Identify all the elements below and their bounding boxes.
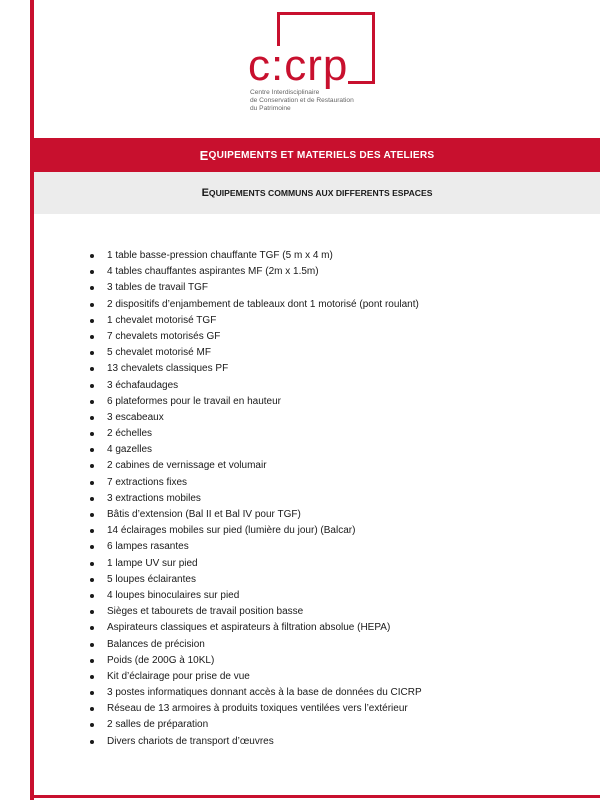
- logo-frame-bottom: [348, 81, 375, 84]
- page-title-rest: QUIPEMENTS ET MATERIELS DES ATELIERS: [208, 149, 435, 161]
- page-title: [34, 138, 600, 172]
- list-item: 2 cabines de vernissage et volumair: [88, 458, 568, 474]
- list-item: 4 gazelles: [88, 442, 568, 458]
- list-item: 3 extractions mobiles: [88, 491, 568, 507]
- list-item: 1 chevalet motorisé TGF: [88, 313, 568, 329]
- section-heading-initial: E: [201, 187, 209, 199]
- list-item: 1 lampe UV sur pied: [88, 556, 568, 572]
- equipment-list: [88, 248, 568, 750]
- list-item: 4 tables chauffantes aspirantes MF (2m x 1.5m): [88, 264, 568, 280]
- list-item: 7 extractions fixes: [88, 475, 568, 491]
- logo-wordmark: c:crp: [248, 41, 349, 90]
- page-title-initial: E: [199, 147, 209, 163]
- list-item: 3 postes informatiques donnant accès à la base de données du CICRP: [88, 685, 568, 701]
- list-item: Bâtis d’extension (Bal II et Bal IV pour TGF): [88, 507, 568, 523]
- bottom-border-rule: [30, 795, 600, 798]
- list-item: 2 échelles: [88, 426, 568, 442]
- logo-subtitle-line: Centre Interdisciplinaire: [250, 89, 320, 96]
- list-item: Kit d’éclairage pour prise de vue: [88, 669, 568, 685]
- list-item: 5 chevalet motorisé MF: [88, 345, 568, 361]
- list-item: 2 dispositifs d’enjambement de tableaux dont 1 motorisé (pont roulant): [88, 297, 568, 313]
- list-item: 3 échafaudages: [88, 378, 568, 394]
- logo-subtitle-line: de Conservation et de Restauration: [250, 97, 354, 105]
- list-item: 7 chevalets motorisés GF: [88, 329, 568, 345]
- list-item: Aspirateurs classiques et aspirateurs à filtration absolue (HEPA): [88, 620, 568, 636]
- list-item: 4 loupes binoculaires sur pied: [88, 588, 568, 604]
- section-heading-rest: QUIPEMENTS COMMUNS AUX DIFFERENTS ESPACES: [208, 188, 433, 198]
- list-item: Balances de précision: [88, 637, 568, 653]
- list-item: 14 éclairages mobiles sur pied (lumière du jour) (Balcar): [88, 523, 568, 539]
- list-item: Réseau de 13 armoires à produits toxiques ventilées vers l’extérieur: [88, 701, 568, 717]
- list-item: 3 escabeaux: [88, 410, 568, 426]
- list-item: Sièges et tabourets de travail position basse: [88, 604, 568, 620]
- list-item: Poids (de 200G à 10KL): [88, 653, 568, 669]
- list-item: 13 chevalets classiques PF: [88, 361, 568, 377]
- list-item: 6 plateformes pour le travail en hauteur: [88, 394, 568, 410]
- list-item: 6 lampes rasantes: [88, 539, 568, 555]
- list-item: Divers chariots de transport d’œuvres: [88, 734, 568, 750]
- list-item: 1 table basse-pression chauffante TGF (5 m x 4 m): [88, 248, 568, 264]
- logo-subtitle-line: du Patrimoine: [250, 105, 291, 113]
- list-item: 5 loupes éclairantes: [88, 572, 568, 588]
- section-heading: [34, 172, 600, 214]
- list-item: 3 tables de travail TGF: [88, 280, 568, 296]
- list-item: 2 salles de préparation: [88, 717, 568, 733]
- left-border-rule: [30, 0, 34, 800]
- cicrp-logo: [248, 10, 388, 120]
- logo-subtitle: [250, 89, 354, 114]
